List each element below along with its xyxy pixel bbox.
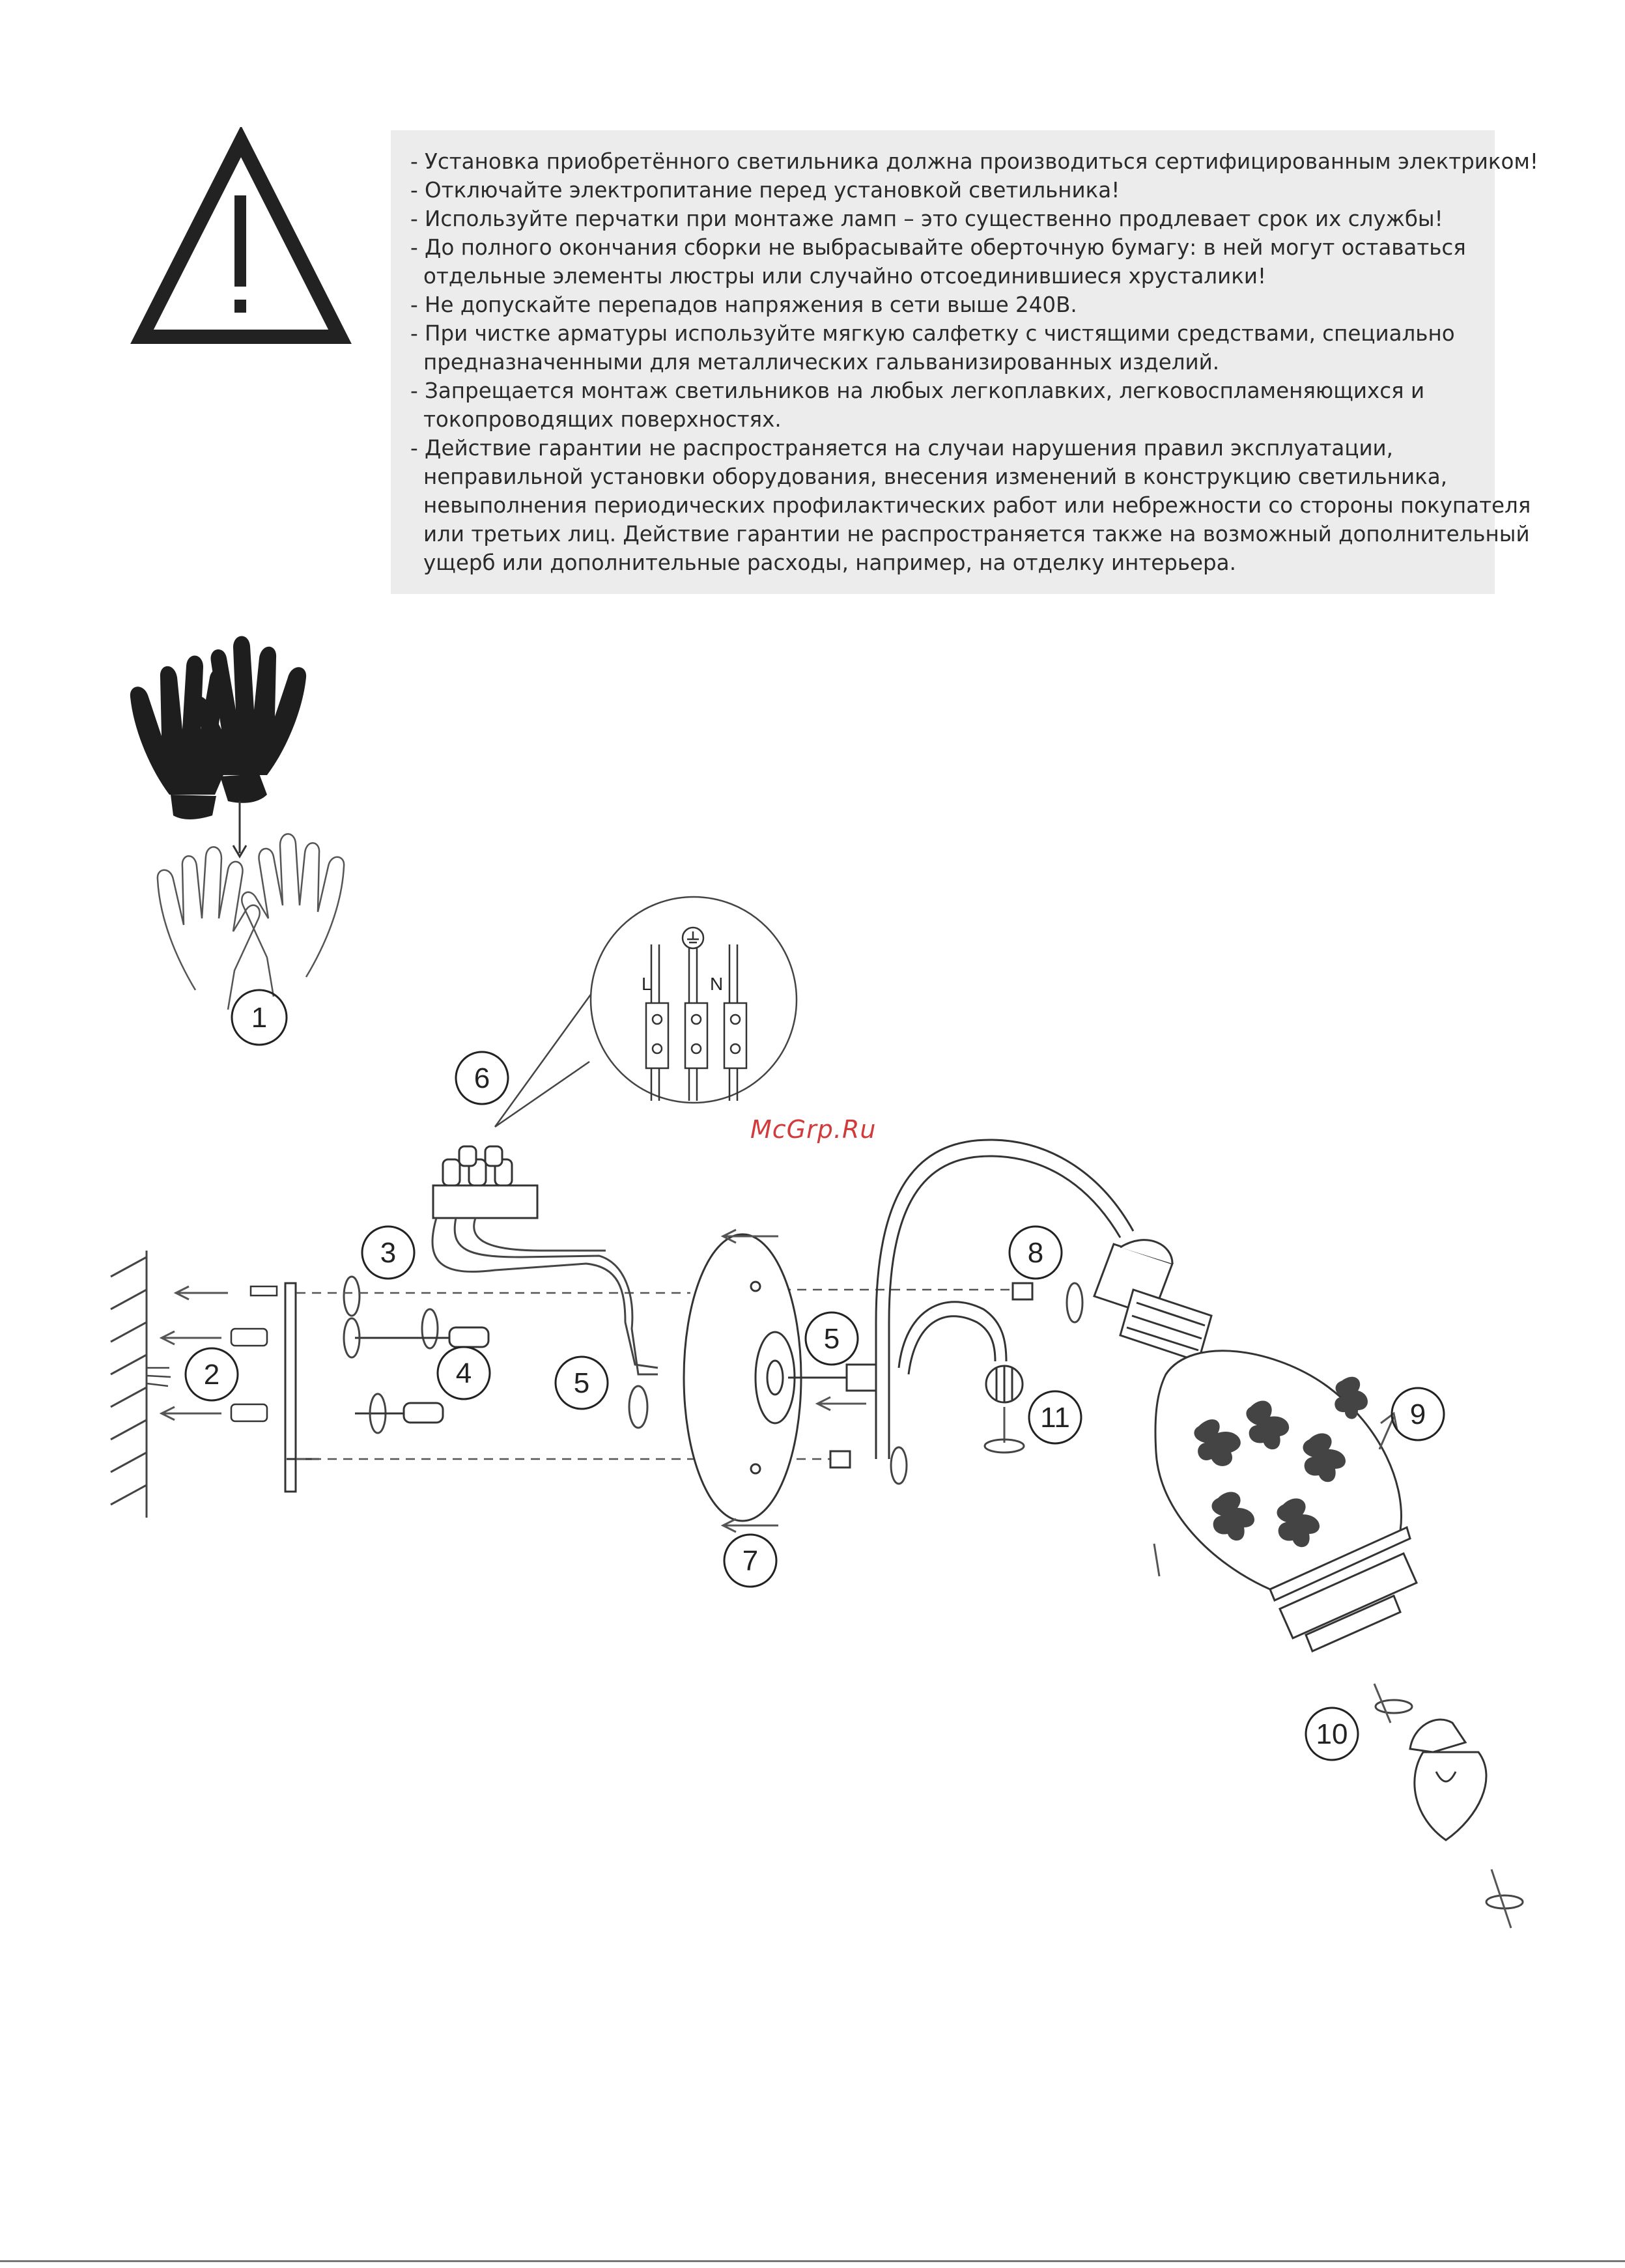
- step-number-9: 9: [1409, 1398, 1426, 1430]
- step-number-11: 11: [1040, 1402, 1070, 1434]
- nut: [830, 1451, 850, 1467]
- step-number-4: 4: [455, 1357, 472, 1389]
- wall: [111, 1251, 147, 1518]
- nut: [1013, 1283, 1032, 1299]
- lamp-socket: [1094, 1240, 1211, 1361]
- wall-plugs: [231, 1286, 277, 1421]
- step-number-5b: 5: [823, 1323, 840, 1355]
- step-number-7: 7: [742, 1545, 759, 1577]
- decorative-ball: [986, 1366, 1023, 1402]
- notice-line: - Установка приобретённого светильника должна производиться сертифицированным электриком!: [410, 149, 1538, 174]
- notice-line: - Не допускайте перепадов напряжения в сети выше 240В.: [410, 292, 1077, 317]
- watermark: McGrp.Ru: [750, 1115, 877, 1144]
- screws: [287, 1338, 397, 1459]
- notice-line: ущерб или дополнительные расходы, например, на отделку интерьера.: [423, 550, 1236, 575]
- warning-triangle-icon: [130, 127, 352, 352]
- notice-line: отдельные элементы люстры или случайно отсоединившиеся хрусталики!: [423, 264, 1266, 289]
- notice-line: - Действие гарантии не распространяется на случаи нарушения правил эксплуатации,: [410, 436, 1394, 461]
- terminal-label-neutral: N: [710, 974, 724, 994]
- light-bulb: [1410, 1720, 1486, 1840]
- terminal-label-live: L: [642, 974, 652, 994]
- notice-line: - Используйте перчатки при монтаже ламп – это существенно продлевает срок их службы!: [410, 206, 1443, 231]
- arrow-line: [1154, 1544, 1159, 1576]
- notice-line: - Запрещается монтаж светильников на любых легкоплавких, легковоспламеняющихся и: [410, 378, 1425, 403]
- canopy: [684, 1234, 801, 1521]
- step-number-5a: 5: [573, 1367, 590, 1399]
- gloves-icon: [130, 636, 306, 819]
- step-number-10: 10: [1316, 1718, 1348, 1750]
- notice-line: - До полного окончания сборки не выбрасывайте оберточную бумагу: в ней могут оставаться: [410, 235, 1466, 260]
- terminal-block: [433, 1146, 537, 1218]
- assembly-diagram: [0, 606, 1625, 1974]
- step-number-6: 6: [473, 1062, 490, 1094]
- notice-line: - При чистке арматуры используйте мягкую салфетку с чистящими средствами, специально: [410, 321, 1455, 346]
- notice-line: невыполнения периодических профилактических работ или небрежности со стороны покупателя: [423, 493, 1531, 518]
- wall-wires: [147, 1368, 171, 1386]
- mounting-plate: [285, 1283, 296, 1492]
- page-bottom-rule: [0, 2260, 1625, 2262]
- ground-symbol-icon: [683, 928, 703, 948]
- step-number-3: 3: [380, 1237, 397, 1269]
- notice-line: или третьих лиц. Действие гарантии не распространяется также на возможный дополнительный: [423, 522, 1530, 546]
- notice-line: неправильной установки оборудования, внесения изменений в конструкцию светильника,: [423, 464, 1448, 489]
- notice-line: токопроводящих поверхностях.: [423, 407, 782, 432]
- arrow-line: [1491, 1869, 1511, 1928]
- notice-line: предназначенными для металлических гальванизированных изделий.: [423, 350, 1220, 375]
- safety-notice: [391, 130, 1538, 594]
- notice-line: - Отключайте электропитание перед установкой светильника!: [410, 178, 1120, 203]
- hands-icon: [158, 834, 344, 1010]
- step-number-1: 1: [251, 1002, 268, 1034]
- terminal-wires: [432, 1218, 658, 1374]
- step-number-8: 8: [1027, 1237, 1044, 1269]
- step-number-2: 2: [203, 1359, 220, 1391]
